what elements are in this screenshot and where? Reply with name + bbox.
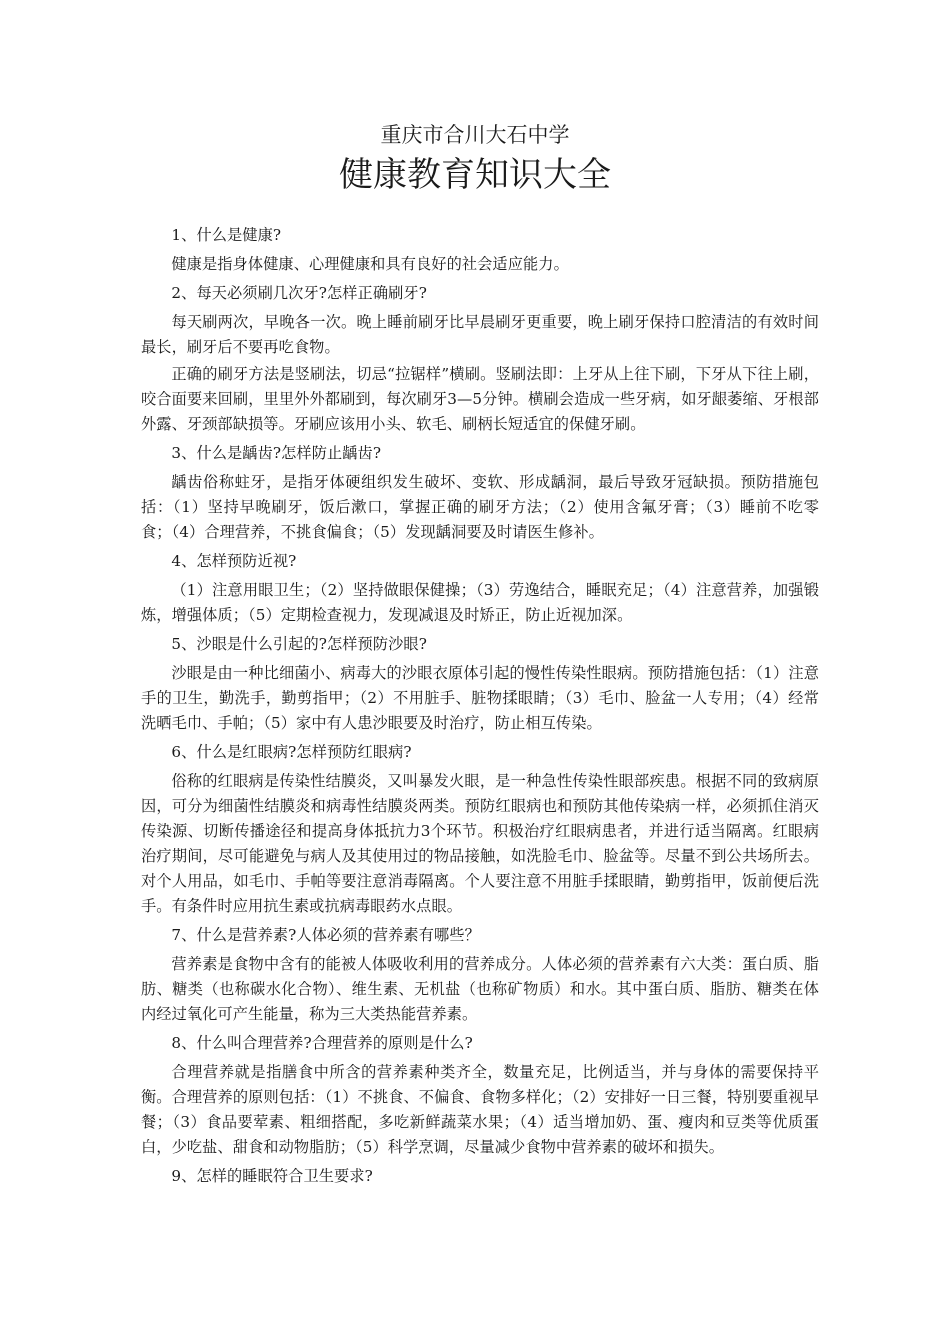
answer-paragraph: 合理营养就是指膳食中所含的营养素种类齐全，数量充足，比例适当，并与身体的需要保持平衡。合理营养的原则包括：（1）不挑食、不偏食、食物多样化；（2）安排好一日三餐，特别要重视早餐；（3）食品要荤素、粗细搭配，多吃新鲜蔬菜水果；（4）适当增加奶、蛋、瘦肉和豆类等优质蛋白，少吃盐、甜食和动物脂肪；（5）科学烹调，尽量减少食物中营养素的破坏和损失。 <box>141 1063 819 1156</box>
answer-paragraph: 沙眼是由一种比细菌小、病毒大的沙眼衣原体引起的慢性传染性眼病。预防措施包括：（1）注意手的卫生，勤洗手，勤剪指甲；（2）不用脏手、脏物揉眼睛；（3）毛巾、脸盆一人专用；（4）经常洗晒毛巾、手帕；（5）家中有人患沙眼要及时治疗，防止相互传染。 <box>141 664 819 732</box>
answer-paragraph: 正确的刷牙方法是竖刷法，切忌“拉锯样”横刷。竖刷法即：上牙从上往下刷，下牙从下往上刷，咬合面要来回刷，里里外外都刷到，每次刷牙3—5分钟。横刷会造成一些牙病，如牙龈萎缩、牙根部外露、牙颈部缺损等。牙刷应该用小头、软毛、刷柄长短适宜的保健牙刷。 <box>141 365 819 433</box>
question-heading: 2、每天必须刷几次牙?怎样正确刷牙? <box>171 284 427 302</box>
answer-paragraph: 每天刷两次，早晚各一次。晚上睡前刷牙比早晨刷牙更重要，晚上刷牙保持口腔清洁的有效时间最长，刷牙后不要再吃食物。 <box>141 313 819 356</box>
question-heading: 6、什么是红眼病?怎样预防红眼病? <box>171 743 412 761</box>
question-heading: 8、什么叫合理营养?合理营养的原则是什么? <box>171 1034 473 1052</box>
answer-paragraph: 龋齿俗称蛀牙，是指牙体硬组织发生破坏、变软、形成龋洞，最后导致牙冠缺损。预防措施包括：（1）坚持早晚刷牙，饭后漱口，掌握正确的刷牙方法；（2）使用含氟牙膏；（3）睡前不吃零食；（4）合理营养，不挑食偏食；（5）发现龋洞要及时请医生修补。 <box>141 473 819 541</box>
question-heading: 5、沙眼是什么引起的?怎样预防沙眼? <box>171 635 427 653</box>
answer-paragraph: （1）注意用眼卫生；（2）坚持做眼保健操；（3）劳逸结合，睡眠充足；（4）注意营养，加强锻炼，增强体质；（5）定期检查视力，发现减退及时矫正，防止近视加深。 <box>141 581 819 624</box>
school-name: 重庆市合川大石中学 <box>380 123 570 147</box>
answer-paragraph: 健康是指身体健康、心理健康和具有良好的社会适应能力。 <box>171 255 569 273</box>
question-heading: 9、怎样的睡眠符合卫生要求? <box>171 1167 373 1185</box>
document-title: 健康教育知识大全 <box>339 155 611 195</box>
question-heading: 1、什么是健康? <box>171 226 282 244</box>
question-heading: 7、什么是营养素?人体必须的营养素有哪些？ <box>171 926 480 944</box>
answer-paragraph: 俗称的红眼病是传染性结膜炎，又叫暴发火眼，是一种急性传染性眼部疾患。根据不同的致病原因，可分为细菌性结膜炎和病毒性结膜炎两类。预防红眼病也和预防其他传染病一样，必须抓住消灭传染源、切断传播途径和提高身体抵抗力3个环节。积极治疗红眼病患者，并进行适当隔离。红眼病治疗期间，尽可能避免与病人及其使用过的物品接触，如洗脸毛巾、脸盆等。尽量不到公共场所去。对个人用品，如毛巾、手帕等要注意消毒隔离。个人要注意不用脏手揉眼睛，勤剪指甲，饭前便后洗手。有条件时应用抗生素或抗病毒眼药水点眼。 <box>141 772 819 915</box>
document-body <box>141 219 819 1193</box>
question-heading: 4、怎样预防近视? <box>171 552 297 570</box>
answer-paragraph: 营养素是食物中含有的能被人体吸收利用的营养成分。人体必须的营养素有六大类：蛋白质、脂肪、糖类（也称碳水化合物）、维生素、无机盐（也称矿物质）和水。其中蛋白质、脂肪、糖类在体内经过氧化可产生能量，称为三大类热能营养素。 <box>141 955 819 1023</box>
question-heading: 3、什么是龋齿?怎样防止龋齿? <box>171 444 382 462</box>
